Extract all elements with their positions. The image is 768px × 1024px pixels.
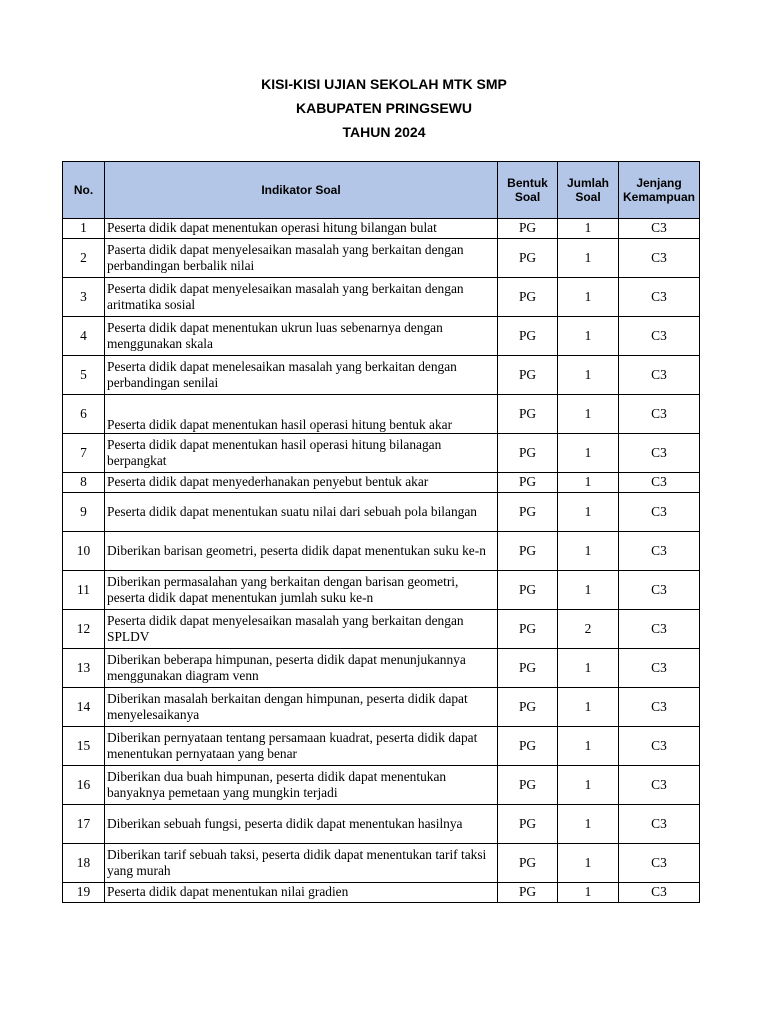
- table-row: [63, 434, 700, 473]
- cell-indikator: Diberikan beberapa himpunan, peserta didik dapat menunjukannya menggunakan diagram venn: [105, 649, 498, 688]
- cell-no: 11: [63, 571, 105, 610]
- cell-no: 1: [63, 219, 105, 239]
- title-line-3: TAHUN 2024: [342, 124, 426, 140]
- cell-jumlah: 1: [558, 766, 619, 805]
- cell-no: 16: [63, 766, 105, 805]
- cell-jenjang: C3: [619, 395, 700, 434]
- cell-jumlah: 1: [558, 278, 619, 317]
- cell-no: 10: [63, 532, 105, 571]
- cell-jumlah: 1: [558, 395, 619, 434]
- document-title: [0, 72, 768, 144]
- cell-bentuk: PG: [498, 649, 558, 688]
- cell-jenjang: C3: [619, 844, 700, 883]
- cell-jenjang: C3: [619, 434, 700, 473]
- cell-jumlah: 2: [558, 610, 619, 649]
- table-row: [63, 571, 700, 610]
- cell-no: 3: [63, 278, 105, 317]
- cell-bentuk: PG: [498, 356, 558, 395]
- cell-no: 7: [63, 434, 105, 473]
- cell-jumlah: 1: [558, 473, 619, 493]
- cell-no: 6: [63, 395, 105, 434]
- cell-no: 15: [63, 727, 105, 766]
- cell-indikator: Peserta didik dapat menentukan suatu nilai dari sebuah pola bilangan: [105, 493, 498, 532]
- cell-jenjang: C3: [619, 766, 700, 805]
- cell-indikator: Diberikan masalah berkaitan dengan himpunan, peserta didik dapat menyelesaikanya: [105, 688, 498, 727]
- cell-jenjang: C3: [619, 532, 700, 571]
- cell-bentuk: PG: [498, 395, 558, 434]
- cell-bentuk: PG: [498, 688, 558, 727]
- cell-no: 5: [63, 356, 105, 395]
- header-no: No.: [63, 162, 105, 219]
- cell-jumlah: 1: [558, 571, 619, 610]
- header-indikator: Indikator Soal: [105, 162, 498, 219]
- header-bentuk-line1: Bentuk: [507, 176, 548, 190]
- cell-jumlah: 1: [558, 219, 619, 239]
- cell-no: 12: [63, 610, 105, 649]
- cell-jenjang: C3: [619, 239, 700, 278]
- cell-bentuk: PG: [498, 844, 558, 883]
- cell-indikator: Peserta didik dapat menyelesaikan masalah yang berkaitan dengan SPLDV: [105, 610, 498, 649]
- table-row: [63, 727, 700, 766]
- title-line-1: KISI-KISI UJIAN SEKOLAH MTK SMP: [261, 76, 507, 92]
- title-line-2: KABUPATEN PRINGSEWU: [295, 100, 473, 116]
- cell-indikator: Diberikan sebuah fungsi, peserta didik dapat menentukan hasilnya: [105, 805, 498, 844]
- cell-no: 17: [63, 805, 105, 844]
- cell-bentuk: PG: [498, 434, 558, 473]
- header-jenjang-line1: Jenjang: [636, 176, 682, 190]
- cell-jenjang: C3: [619, 610, 700, 649]
- table-row: [63, 239, 700, 278]
- header-bentuk: [498, 162, 558, 219]
- cell-bentuk: PG: [498, 610, 558, 649]
- cell-jumlah: 1: [558, 805, 619, 844]
- cell-bentuk: PG: [498, 805, 558, 844]
- cell-indikator: Peserta didik dapat menyelesaikan masalah yang berkaitan dengan aritmatika sosial: [105, 278, 498, 317]
- header-bentuk-line2: Soal: [514, 190, 541, 204]
- table-row: [63, 649, 700, 688]
- cell-indikator: Diberikan barisan geometri, peserta didik dapat menentukan suku ke-n: [105, 532, 498, 571]
- cell-jenjang: C3: [619, 649, 700, 688]
- cell-jenjang: C3: [619, 493, 700, 532]
- cell-jenjang: C3: [619, 473, 700, 493]
- cell-jumlah: 1: [558, 883, 619, 903]
- table-header-row: [63, 162, 700, 219]
- cell-bentuk: PG: [498, 571, 558, 610]
- cell-jenjang: C3: [619, 219, 700, 239]
- cell-jumlah: 1: [558, 532, 619, 571]
- cell-indikator: Paserta didik dapat menyelesaikan masalah yang berkaitan dengan perbandingan berbalik nilai: [105, 239, 498, 278]
- table-row: [63, 844, 700, 883]
- cell-jenjang: C3: [619, 356, 700, 395]
- table-row: [63, 805, 700, 844]
- table-row: [63, 688, 700, 727]
- cell-indikator: Diberikan permasalahan yang berkaitan dengan barisan geometri, peserta didik dapat menentukan jumlah suku ke-n: [105, 571, 498, 610]
- cell-indikator: Peserta didik dapat menelesaikan masalah yang berkaitan dengan perbandingan senilai: [105, 356, 498, 395]
- cell-indikator: Peserta didik dapat menyederhanakan penyebut bentuk akar: [105, 473, 498, 493]
- table-row: [63, 278, 700, 317]
- table-row: [63, 610, 700, 649]
- cell-indikator: Diberikan pernyataan tentang persamaan kuadrat, peserta didik dapat menentukan pernyataan yang benar: [105, 727, 498, 766]
- table-row: [63, 473, 700, 493]
- kisi-kisi-table: [62, 161, 700, 903]
- cell-jumlah: 1: [558, 317, 619, 356]
- cell-bentuk: PG: [498, 532, 558, 571]
- table-row: [63, 532, 700, 571]
- cell-no: 19: [63, 883, 105, 903]
- header-jenjang: [619, 162, 700, 219]
- cell-jenjang: C3: [619, 317, 700, 356]
- table-row: [63, 395, 700, 434]
- header-jumlah: [558, 162, 619, 219]
- cell-jumlah: 1: [558, 239, 619, 278]
- cell-jenjang: C3: [619, 805, 700, 844]
- header-jumlah-line1: Jumlah: [566, 176, 609, 190]
- cell-indikator: Peserta didik dapat menentukan hasil operasi hitung bentuk akar: [105, 395, 498, 434]
- cell-no: 18: [63, 844, 105, 883]
- cell-jenjang: C3: [619, 727, 700, 766]
- cell-jumlah: 1: [558, 727, 619, 766]
- table-row: [63, 356, 700, 395]
- cell-no: 2: [63, 239, 105, 278]
- cell-bentuk: PG: [498, 317, 558, 356]
- header-jenjang-line2: Kemampuan: [622, 190, 696, 204]
- table-row: [63, 493, 700, 532]
- cell-bentuk: PG: [498, 219, 558, 239]
- cell-bentuk: PG: [498, 239, 558, 278]
- cell-indikator: Diberikan dua buah himpunan, peserta didik dapat menentukan banyaknya pemetaan yang mungkin terjadi: [105, 766, 498, 805]
- cell-indikator: Peserta didik dapat menentukan hasil operasi hitung bilanagan berpangkat: [105, 434, 498, 473]
- cell-indikator: Diberikan tarif sebuah taksi, peserta didik dapat menentukan tarif taksi yang murah: [105, 844, 498, 883]
- cell-bentuk: PG: [498, 766, 558, 805]
- cell-jenjang: C3: [619, 278, 700, 317]
- cell-jumlah: 1: [558, 434, 619, 473]
- cell-no: 14: [63, 688, 105, 727]
- cell-no: 4: [63, 317, 105, 356]
- table-row: [63, 317, 700, 356]
- cell-jumlah: 1: [558, 844, 619, 883]
- cell-jenjang: C3: [619, 688, 700, 727]
- cell-no: 9: [63, 493, 105, 532]
- cell-indikator: Peserta didik dapat menentukan ukrun luas sebenarnya dengan menggunakan skala: [105, 317, 498, 356]
- cell-jumlah: 1: [558, 649, 619, 688]
- cell-bentuk: PG: [498, 883, 558, 903]
- cell-bentuk: PG: [498, 278, 558, 317]
- cell-indikator: Peserta didik dapat menentukan operasi hitung bilangan bulat: [105, 219, 498, 239]
- cell-jenjang: C3: [619, 571, 700, 610]
- cell-indikator: Peserta didik dapat menentukan nilai gradien: [105, 883, 498, 903]
- cell-jumlah: 1: [558, 356, 619, 395]
- cell-jenjang: C3: [619, 883, 700, 903]
- table-row: [63, 219, 700, 239]
- table-row: [63, 766, 700, 805]
- cell-no: 8: [63, 473, 105, 493]
- cell-jumlah: 1: [558, 493, 619, 532]
- table-row: [63, 883, 700, 903]
- cell-bentuk: PG: [498, 473, 558, 493]
- header-jumlah-line2: Soal: [575, 190, 601, 204]
- cell-no: 13: [63, 649, 105, 688]
- cell-bentuk: PG: [498, 727, 558, 766]
- cell-jumlah: 1: [558, 688, 619, 727]
- cell-bentuk: PG: [498, 493, 558, 532]
